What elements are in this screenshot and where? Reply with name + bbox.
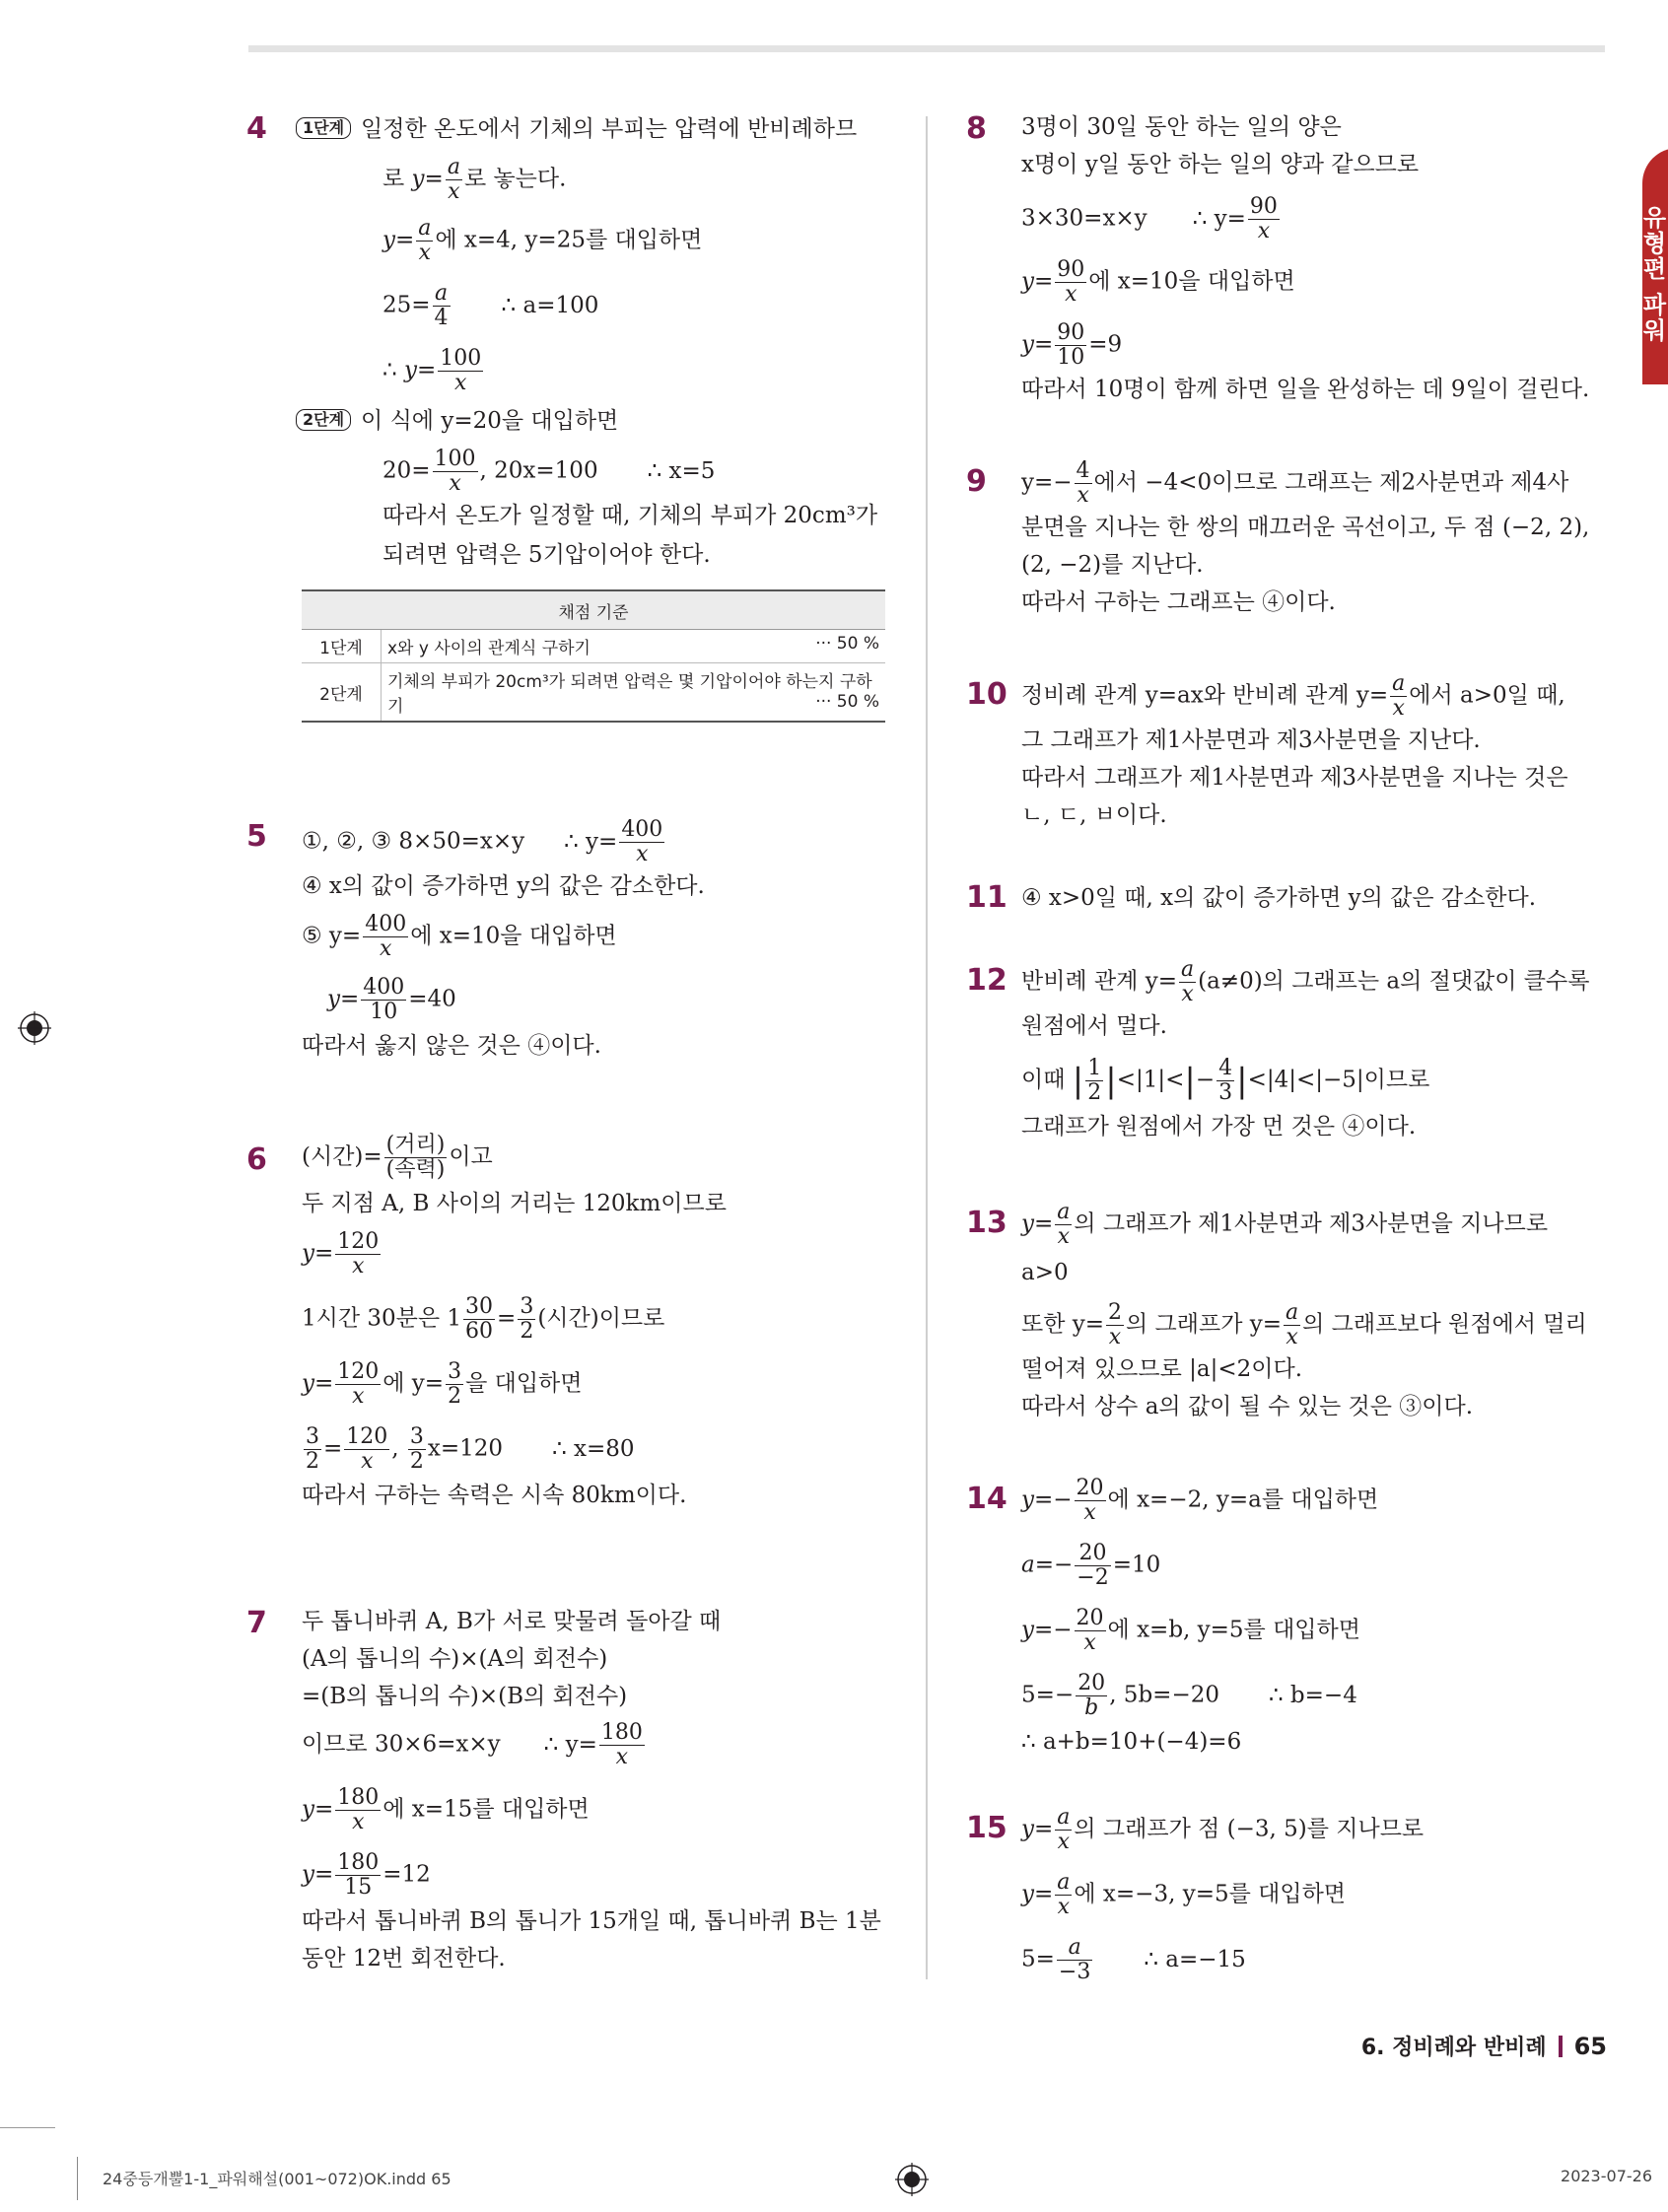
line: ㄴ, ㄷ, ㅂ이다.	[1021, 802, 1167, 828]
bottom-vertical-rule	[77, 2157, 78, 2200]
problem-number: 15	[966, 1811, 1008, 1845]
line: ∴ y= $\frac{100}{x}$	[382, 346, 482, 396]
line: y= $\frac{a}{x}$ 에 x=4, y=25를 대입하면	[382, 216, 703, 266]
problem-number: 12	[966, 963, 1008, 998]
line: y= $\frac{90}{10}$ =9	[1021, 320, 1123, 371]
table-row: 1단계 x와 y 사이의 관계식 구하기 ··· 50 %	[302, 630, 885, 663]
problem-number: 9	[966, 464, 987, 499]
line: 3×30=x×y ∴ y= $\frac{90}{x}$	[1021, 194, 1278, 244]
line: y= $\frac{180}{15}$ =12	[302, 1850, 431, 1901]
line: 1시간 30분은 1 $\frac{30}{60}$ = $\frac{3}{2}$ (시간)이므로	[302, 1294, 665, 1345]
line: 2단계 이 식에 y=20을 대입하면	[296, 406, 618, 436]
line: 이므로 30×6=x×y ∴ y= $\frac{180}{x}$	[302, 1720, 643, 1770]
line: y=− $\frac{4}{x}$ 에서 −4<0이므로 그래프는 제2사분면과 제4사	[1021, 458, 1569, 509]
line: 두 톱니바퀴 A, B가 서로 맞물려 돌아갈 때	[302, 1609, 722, 1634]
line: y= $\frac{a}{x}$ 의 그래프가 제1사분면과 제3사분면을 지나므로	[1021, 1200, 1549, 1250]
problem-number: 13	[966, 1206, 1008, 1240]
line: ①, ②, ③ 8×50=x×y ∴ y= $\frac{400}{x}$	[302, 817, 663, 867]
line: y= $\frac{400}{10}$ =40	[327, 975, 456, 1025]
line: y= $\frac{120}{x}$ 에 y= $\frac{3}{2}$ 을 대입하면	[302, 1359, 583, 1410]
line: 원점에서 멀다.	[1021, 1013, 1167, 1039]
line: 1단계 일정한 온도에서 기체의 부피는 압력에 반비례하므	[296, 114, 857, 144]
line: ④ x의 값이 증가하면 y의 값은 감소한다.	[302, 873, 705, 899]
line: 5=− $\frac{20}{b}$ , 5b=−20 ∴ b=−4	[1021, 1671, 1357, 1721]
line: 동안 12번 회전한다.	[302, 1946, 506, 1971]
line: (2, −2)를 지난다.	[1021, 552, 1204, 578]
line: a>0	[1021, 1260, 1069, 1285]
line: y= $\frac{180}{x}$ 에 x=15를 대입하면	[302, 1785, 590, 1835]
line: y= $\frac{90}{x}$ 에 x=10을 대입하면	[1021, 257, 1295, 308]
line: 그래프가 원점에서 가장 먼 것은 ④이다.	[1021, 1114, 1417, 1140]
problem-number: 7	[246, 1606, 267, 1640]
line: a=− $\frac{20}{-2}$ =10	[1021, 1541, 1161, 1591]
problem-number: 11	[966, 880, 1008, 915]
line: 로 y= $\frac{a}{x}$ 로 놓는다.	[382, 155, 567, 205]
line: 떨어져 있으므로 |a|<2이다.	[1021, 1356, 1303, 1382]
line: 25= $\frac{a}{4}$ ∴ a=100	[382, 281, 599, 331]
line: 따라서 구하는 속력은 시속 80km이다.	[302, 1483, 687, 1508]
line: 두 지점 A, B 사이의 거리는 120km이므로	[302, 1191, 727, 1216]
line: y= $\frac{120}{x}$	[302, 1229, 380, 1279]
problem-number: 8	[966, 111, 987, 146]
bottom-rule	[0, 2127, 55, 2128]
step-1-badge: 1단계	[296, 117, 351, 139]
line: 따라서 상수 a의 값이 될 수 있는 것은 ③이다.	[1021, 1394, 1473, 1419]
side-tab-label: 유형편 파워	[1638, 205, 1666, 344]
line: ⑤ y= $\frac{400}{x}$ 에 x=10을 대입하면	[302, 912, 617, 962]
line: ∴ a+b=10+(−4)=6	[1021, 1729, 1242, 1755]
problem-number: 4	[246, 111, 267, 146]
line: 정비례 관계 y=ax와 반비례 관계 y= $\frac{a}{x}$ 에서 a>0일 때,	[1021, 671, 1565, 722]
line: y= $\frac{a}{x}$ 의 그래프가 점 (−3, 5)를 지나므로	[1021, 1805, 1425, 1855]
footer-divider	[1559, 2036, 1563, 2057]
line: 반비례 관계 y= $\frac{a}{x}$ (a≠0)의 그래프는 a의 절댓값이 클수록	[1021, 957, 1590, 1007]
line: 따라서 온도가 일정할 때, 기체의 부피가 20cm³가	[382, 503, 878, 528]
line: (A의 톱니의 수)×(A의 회전수)	[302, 1646, 608, 1672]
line: y=− $\frac{20}{x}$ 에 x=b, y=5를 대입하면	[1021, 1606, 1360, 1656]
line: 되려면 압력은 5기압이어야 한다.	[382, 542, 711, 568]
line: 3명이 30일 동안 하는 일의 양은	[1021, 114, 1342, 140]
line: (시간)= $\frac{\text{(거리)}}{\text{(속력)}}$ 이고	[302, 1133, 493, 1183]
line: y=− $\frac{20}{x}$ 에 x=−2, y=a를 대입하면	[1021, 1476, 1379, 1526]
file-info: 24중등개뿔1-1_파워해설(001~072)OK.indd 65	[103, 2170, 452, 2188]
chapter-footer	[1361, 2031, 1607, 2061]
line: 따라서 10명이 함께 하면 일을 완성하는 데 9일이 걸린다.	[1021, 377, 1590, 402]
line: 따라서 구하는 그래프는 ④이다.	[1021, 589, 1336, 615]
line: 그 그래프가 제1사분면과 제3사분면을 지난다.	[1021, 727, 1481, 753]
problem-number: 5	[246, 819, 267, 854]
registration-mark-icon	[18, 1011, 51, 1045]
line: 따라서 톱니바퀴 B의 톱니가 15개일 때, 톱니바퀴 B는 1분	[302, 1908, 881, 1934]
line: 따라서 옳지 않은 것은 ④이다.	[302, 1033, 601, 1059]
scoring-table	[302, 589, 885, 723]
page-number: 65	[1573, 2033, 1607, 2060]
line: 또한 y= $\frac{2}{x}$ 의 그래프가 y= $\frac{a}{x}$ 의 그래프보다 원점에서 멀리	[1021, 1300, 1587, 1350]
line: =(B의 톱니의 수)×(B의 회전수)	[302, 1684, 628, 1709]
problem-number: 14	[966, 1482, 1008, 1516]
problem-number: 10	[966, 677, 1008, 712]
problem-number: 6	[246, 1142, 267, 1177]
registration-mark-icon	[895, 2163, 929, 2196]
line: 이때 | $\frac{1}{2}$ |<|1|<|− $\frac{4}{3}$ |<|4|<|−5|이므로	[1021, 1056, 1430, 1106]
chapter-title: 6. 정비례와 반비례	[1360, 2036, 1547, 2060]
column-divider	[926, 116, 928, 1979]
line: 따라서 그래프가 제1사분면과 제3사분면을 지나는 것은	[1021, 765, 1568, 791]
line: ④ x>0일 때, x의 값이 증가하면 y의 값은 감소한다.	[1021, 885, 1537, 911]
line: $\frac{3}{2}$ = $\frac{120}{x}$ , $\frac{3}{2}$ x=120 ∴ x=80	[306, 1424, 635, 1475]
line: 5= $\frac{a}{-3}$ ∴ a=−15	[1021, 1935, 1246, 1985]
line: y= $\frac{a}{x}$ 에 x=−3, y=5를 대입하면	[1021, 1870, 1347, 1920]
table-header: 채점 기준	[302, 590, 885, 630]
line: x명이 y일 동안 하는 일의 양과 같으므로	[1021, 152, 1420, 177]
step-2-badge: 2단계	[296, 409, 351, 431]
table-row: 2단계 기체의 부피가 20cm³가 되려면 압력은 몇 기압이어야 하는지 구하기 ··· 50 %	[302, 663, 885, 723]
top-rule	[248, 45, 1605, 52]
line: 20= $\frac{100}{x}$ , 20x=100 ∴ x=5	[382, 447, 716, 497]
print-date: 2023-07-26	[1561, 2167, 1652, 2185]
line: 분면을 지나는 한 쌍의 매끄러운 곡선이고, 두 점 (−2, 2),	[1021, 515, 1590, 540]
